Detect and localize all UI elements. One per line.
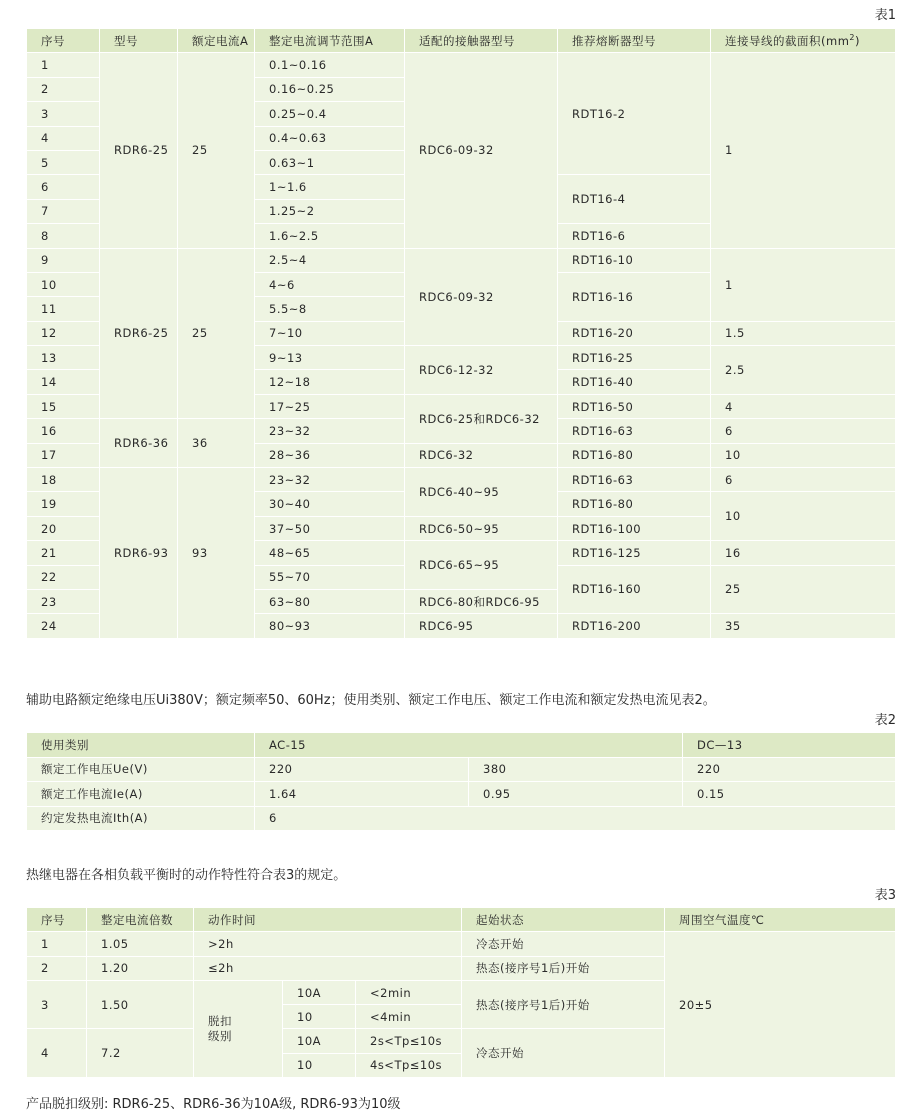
cell-time: <2min <box>356 980 462 1004</box>
cell-value: 0.95 <box>469 782 683 807</box>
cell-time: 2s<Tp≤10s <box>356 1029 462 1053</box>
header-cell: 推荐熔断器型号 <box>558 29 711 53</box>
cell-multiple: 1.50 <box>87 980 194 1029</box>
cell-no: 1 <box>27 932 87 956</box>
cell-temperature: 20±5 <box>665 932 896 1078</box>
cell-time: 4s<Tp≤10s <box>356 1053 462 1077</box>
cell-trip-class: 10A <box>283 1029 356 1053</box>
cell-fuse: RDT16-80 <box>558 443 711 467</box>
cell-value: 1.64 <box>255 782 469 807</box>
header-text: ) <box>854 33 860 48</box>
cell-no: 19 <box>27 492 100 516</box>
table3 <box>26 907 896 1078</box>
cell-range: 63~80 <box>255 589 405 613</box>
cell-trip-class-label <box>194 980 283 1077</box>
cell-range: 2.5~4 <box>255 248 405 272</box>
cell-no: 20 <box>27 516 100 540</box>
cell-contactor: RDC6-95 <box>405 614 558 638</box>
cell-current: 93 <box>178 468 255 639</box>
cell-wire: 1 <box>711 248 896 321</box>
trip-label-line: 脱扣 <box>208 1013 232 1028</box>
cell-value: 220 <box>255 757 469 782</box>
cell-label: 额定工作电流Ie(A) <box>27 782 255 807</box>
cell-fuse: RDT16-200 <box>558 614 711 638</box>
cell-fuse: RDT16-125 <box>558 541 711 565</box>
cell-no: 2 <box>27 956 87 980</box>
cell-ac: AC-15 <box>255 733 683 758</box>
header-text: 连接导线的截面积(mm <box>725 33 850 48</box>
cell-wire: 10 <box>711 492 896 541</box>
header-cell: 周围空气温度℃ <box>665 908 896 932</box>
cell-fuse: RDT16-10 <box>558 248 711 272</box>
cell-wire: 16 <box>711 541 896 565</box>
paragraph-aux-circuit: 辅助电路额定绝缘电压Ui380V；额定频率50、60Hz；使用类别、额定工作电压、额定工作电流和额定发热电流见表2。 <box>26 693 716 708</box>
table1 <box>26 28 896 639</box>
cell-range: 12~18 <box>255 370 405 394</box>
cell-wire: 6 <box>711 468 896 492</box>
cell-fuse: RDT16-2 <box>558 53 711 175</box>
cell-fuse: RDT16-160 <box>558 565 711 614</box>
cell-value: 380 <box>469 757 683 782</box>
cell-no: 8 <box>27 224 100 248</box>
cell-range: 17~25 <box>255 394 405 418</box>
cell-value: 220 <box>683 757 896 782</box>
cell-model: RDR6-25 <box>100 248 178 419</box>
cell-current: 25 <box>178 248 255 419</box>
table-row <box>27 757 896 782</box>
paragraph-action-characteristics: 热继电器在各相负载平衡时的动作特性符合表3的规定。 <box>26 868 347 883</box>
cell-model: RDR6-36 <box>100 419 178 468</box>
cell-fuse: RDT16-4 <box>558 175 711 224</box>
cell-no: 14 <box>27 370 100 394</box>
table2 <box>26 732 896 831</box>
cell-range: 1.6~2.5 <box>255 224 405 248</box>
cell-no: 7 <box>27 199 100 223</box>
cell-trip-class: 10 <box>283 1053 356 1077</box>
cell-contactor: RDC6-40~95 <box>405 468 558 517</box>
header-cell: 序号 <box>27 29 100 53</box>
cell-value: 0.15 <box>683 782 896 807</box>
cell-no: 3 <box>27 102 100 126</box>
cell-range: 48~65 <box>255 541 405 565</box>
table-row <box>27 248 896 272</box>
cell-contactor: RDC6-12-32 <box>405 346 558 395</box>
footnote: 产品脱扣级别: RDR6-25、RDR6-36为10A级, RDR6-93为10级 <box>26 1097 401 1112</box>
header-cell: 额定电流A <box>178 29 255 53</box>
cell-range: 55~70 <box>255 565 405 589</box>
cell-model: RDR6-93 <box>100 468 178 639</box>
cell-multiple: 7.2 <box>87 1029 194 1078</box>
cell-no: 18 <box>27 468 100 492</box>
table1-caption: 表1 <box>874 8 896 23</box>
cell-range: 1~1.6 <box>255 175 405 199</box>
cell-state: 热态(接序号1后)开始 <box>462 980 665 1029</box>
header-cell-wire <box>711 29 896 53</box>
cell-range: 23~32 <box>255 468 405 492</box>
cell-range: 23~32 <box>255 419 405 443</box>
cell-wire: 10 <box>711 443 896 467</box>
cell-label: 使用类别 <box>27 733 255 758</box>
cell-fuse: RDT16-63 <box>558 419 711 443</box>
cell-no: 21 <box>27 541 100 565</box>
header-cell: 整定电流倍数 <box>87 908 194 932</box>
cell-range: 9~13 <box>255 346 405 370</box>
cell-range: 4~6 <box>255 272 405 296</box>
cell-range: 7~10 <box>255 321 405 345</box>
cell-no: 24 <box>27 614 100 638</box>
cell-contactor: RDC6-50~95 <box>405 516 558 540</box>
table2-caption: 表2 <box>874 713 896 728</box>
cell-no: 3 <box>27 980 87 1029</box>
table-row <box>27 782 896 807</box>
cell-state: 冷态开始 <box>462 932 665 956</box>
cell-no: 16 <box>27 419 100 443</box>
cell-wire: 1 <box>711 53 896 248</box>
cell-current: 25 <box>178 53 255 248</box>
cell-fuse: RDT16-25 <box>558 346 711 370</box>
cell-wire: 4 <box>711 394 896 418</box>
header-cell: 序号 <box>27 908 87 932</box>
cell-no: 2 <box>27 77 100 101</box>
cell-no: 22 <box>27 565 100 589</box>
cell-range: 0.63~1 <box>255 150 405 174</box>
header-cell: 整定电流调节范围A <box>255 29 405 53</box>
cell-fuse: RDT16-80 <box>558 492 711 516</box>
table3-header-row <box>27 908 896 932</box>
cell-contactor: RDC6-65~95 <box>405 541 558 590</box>
cell-state: 热态(接序号1后)开始 <box>462 956 665 980</box>
superscript: 2 <box>849 32 855 42</box>
cell-dc: DC—13 <box>683 733 896 758</box>
cell-contactor: RDC6-09-32 <box>405 248 558 346</box>
cell-no: 23 <box>27 589 100 613</box>
cell-contactor: RDC6-25和RDC6-32 <box>405 394 558 443</box>
cell-no: 13 <box>27 346 100 370</box>
header-cell: 起始状态 <box>462 908 665 932</box>
table3-caption: 表3 <box>874 888 896 903</box>
cell-range: 30~40 <box>255 492 405 516</box>
cell-multiple: 1.20 <box>87 956 194 980</box>
cell-no: 15 <box>27 394 100 418</box>
trip-label-line: 级别 <box>208 1028 232 1043</box>
cell-fuse: RDT16-6 <box>558 224 711 248</box>
cell-contactor: RDC6-09-32 <box>405 53 558 248</box>
header-cell: 型号 <box>100 29 178 53</box>
cell-wire: 1.5 <box>711 321 896 345</box>
cell-label: 约定发热电流Ith(A) <box>27 806 255 831</box>
cell-multiple: 1.05 <box>87 932 194 956</box>
cell-range: 0.1~0.16 <box>255 53 405 77</box>
cell-no: 12 <box>27 321 100 345</box>
cell-time: ≤2h <box>194 956 462 980</box>
cell-contactor: RDC6-80和RDC6-95 <box>405 589 558 613</box>
cell-no: 4 <box>27 126 100 150</box>
table-row <box>27 932 896 956</box>
cell-range: 0.4~0.63 <box>255 126 405 150</box>
cell-value: 6 <box>255 806 896 831</box>
cell-time: <4min <box>356 1005 462 1029</box>
header-cell: 动作时间 <box>194 908 462 932</box>
cell-wire: 6 <box>711 419 896 443</box>
cell-no: 17 <box>27 443 100 467</box>
cell-no: 9 <box>27 248 100 272</box>
cell-fuse: RDT16-50 <box>558 394 711 418</box>
cell-wire: 35 <box>711 614 896 638</box>
cell-model: RDR6-25 <box>100 53 178 248</box>
table-row <box>27 468 896 492</box>
cell-fuse: RDT16-100 <box>558 516 711 540</box>
header-cell: 适配的接触器型号 <box>405 29 558 53</box>
cell-range: 0.16~0.25 <box>255 77 405 101</box>
table-row <box>27 53 896 77</box>
cell-wire: 2.5 <box>711 346 896 395</box>
cell-no: 5 <box>27 150 100 174</box>
cell-label: 额定工作电压Ue(V) <box>27 757 255 782</box>
table2-header-row <box>27 733 896 758</box>
cell-time: >2h <box>194 932 462 956</box>
cell-range: 37~50 <box>255 516 405 540</box>
cell-contactor: RDC6-32 <box>405 443 558 467</box>
cell-range: 1.25~2 <box>255 199 405 223</box>
cell-range: 28~36 <box>255 443 405 467</box>
cell-range: 5.5~8 <box>255 297 405 321</box>
cell-no: 1 <box>27 53 100 77</box>
cell-fuse: RDT16-20 <box>558 321 711 345</box>
cell-wire: 25 <box>711 565 896 614</box>
cell-fuse: RDT16-63 <box>558 468 711 492</box>
cell-trip-class: 10A <box>283 980 356 1004</box>
cell-no: 10 <box>27 272 100 296</box>
table-row <box>27 806 896 831</box>
cell-no: 6 <box>27 175 100 199</box>
cell-state: 冷态开始 <box>462 1029 665 1078</box>
cell-trip-class: 10 <box>283 1005 356 1029</box>
cell-range: 0.25~0.4 <box>255 102 405 126</box>
cell-current: 36 <box>178 419 255 468</box>
cell-range: 80~93 <box>255 614 405 638</box>
cell-fuse: RDT16-40 <box>558 370 711 394</box>
table1-header-row <box>27 29 896 53</box>
cell-no: 11 <box>27 297 100 321</box>
cell-no: 4 <box>27 1029 87 1078</box>
cell-fuse: RDT16-16 <box>558 272 711 321</box>
